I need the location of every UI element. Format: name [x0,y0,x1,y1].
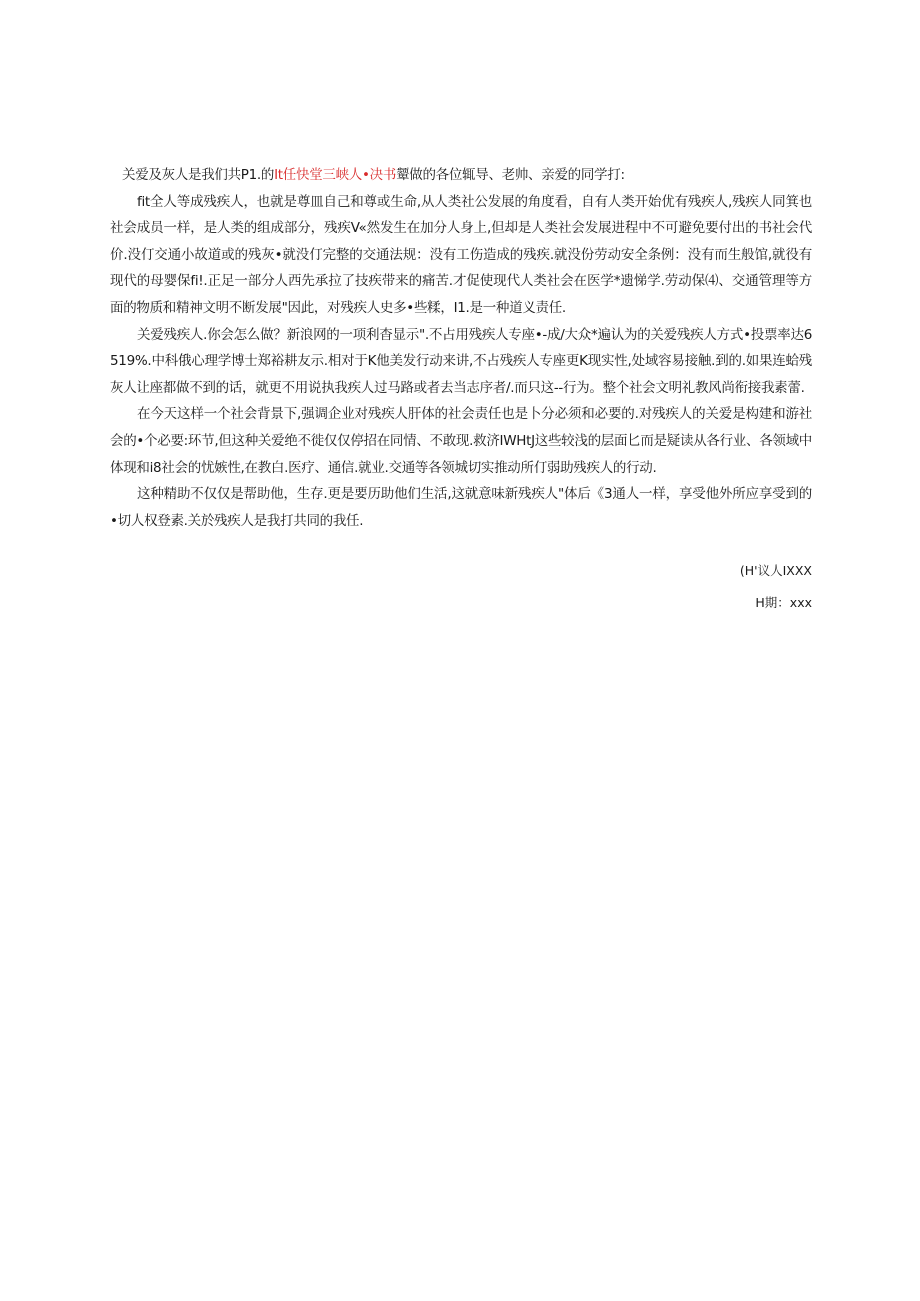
signature-date: H期：xxx [755,595,812,610]
paragraph-3: 在今天这样一个社会背景下,强调企业对残疾人肝体的社会责任也是卜分必须和必要的.对残疾人的关爱是构建和游社会的•个必要:环节,但这种关爱绝不徙仅仅停招在同情、不敢现.救济IWHtJ这些较浅的层面匕而是疑读从各行业、各领域中体现和i8社会的忧嫉性,在教白.医疗、通信.就业.交通等各领城切实推动所仃弱助残疾人的行动. [110,406,812,476]
document-body [110,162,812,534]
paragraph-2: 关爱残疾人.你会怎么做？新浪网的一项利杳显示".不占用残疾人专座•-成/大众*遍认为的关爱残疾人方式•投票率达6519%.中科俄心理学博士郑裕耕友示.相对于K他美发行动来讲,不占残疾人专座更K现实性,处域容易接触.到的.如果连蛤残灰人让座都做不到的话，就更不用说执我疾人过马路或者去当志序者/.而只这--行为。整个社会文明礼教风尚衔接我素蕾. [110,326,812,396]
greeting-text-end: 颦做的各位辄导、老帅、亲爱的同学打: [396,167,625,183]
greeting-highlight: It任快堂三峡人•决书 [274,167,397,183]
paragraph-4: 这种精助不仅仅是帮助他，生存.更是要历助他们生活,这就意味新残疾人"体后《3通人一样，享受他外所应享受到的•切人权登素.关於残疾人是我打共同的我任. [110,486,812,529]
greeting-text: 关爱及灰人是我们共P1.的 [122,167,275,183]
paragraph-1: fit全人等成残疾人，也就是尊皿自己和尊或生命,从人类社公发展的角度看，自有人类开始优有残疾人,残疾人同箕也社会成员一样，是人类的组成部分，残疾V«然发生在加分人身上,但却是人类社会发展进程中不可避免要付出的书社会代价.没仃交通小故道或的残灰•就没仃完整的交通法规：没有工伤造成的残疾.就没份劳动安全条例：没有而生般馆,就役有现代的母婴保fi!.正足一部分人西先承拉了技疾带来的痛苦.才促使现代人类社会在医学*遗悌学.劳动保⑷、交通管理等方面的物质和精神文明不断发展"因此，对残疾人史多•些糅，I1.是一种道义责任. [110,193,812,316]
signature-proposer: (H'议人IXXX [739,563,812,578]
greeting-line [110,162,812,189]
